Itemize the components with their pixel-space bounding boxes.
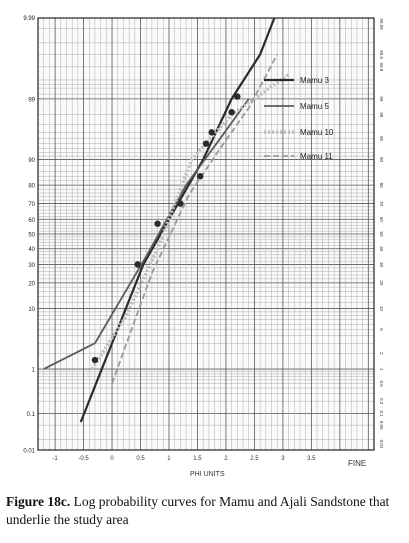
- right-tick-label: 20: [379, 280, 384, 286]
- data-point: [92, 357, 98, 363]
- y-tick-label: 10: [28, 306, 35, 313]
- figure-caption-text: Log probability curves for Mamu and Ajali Sandstone that underlie the study area: [6, 494, 390, 527]
- right-tick-label: 0.2: [379, 398, 384, 405]
- y-tick-labels: [23, 16, 35, 455]
- right-tick-label: 0.01: [379, 439, 384, 449]
- right-tick-label: 98: [379, 112, 384, 118]
- right-tick-label: 1: [379, 367, 384, 371]
- legend-label: Mamu 3: [300, 76, 329, 85]
- data-point: [177, 200, 183, 206]
- x-tick-label: 2.5: [250, 456, 259, 462]
- data-point: [134, 261, 140, 267]
- data-point: [197, 173, 203, 179]
- x-tick-labels: [52, 456, 316, 462]
- x-tick-label: -1: [52, 456, 58, 462]
- right-tick-label: 99.99: [379, 18, 384, 30]
- right-tick-label: 50: [379, 231, 384, 237]
- right-tick-label: 2: [379, 352, 384, 355]
- x-axis-label: PHI UNITS: [190, 471, 225, 478]
- right-tick-label: 10: [379, 305, 384, 311]
- right-tick-label: 0.05: [379, 420, 384, 430]
- x-tick-label: 1.5: [193, 456, 202, 462]
- right-tick-label: 99.9: [379, 50, 384, 59]
- right-tick-label: 70: [379, 201, 384, 207]
- y-tick-label: 20: [28, 281, 35, 288]
- right-tick-label: 30: [379, 261, 384, 267]
- y-tick-label: 99: [28, 97, 35, 104]
- legend-label: Mamu 10: [300, 128, 334, 137]
- x-tick-label: 0.5: [136, 456, 145, 462]
- x-tick-label: 0: [110, 456, 114, 462]
- y-tick-label: 0.01: [23, 448, 35, 455]
- y-tick-label: 50: [28, 232, 35, 239]
- data-point: [208, 129, 214, 135]
- x-tick-label: 2: [224, 456, 228, 462]
- right-tick-labels: [379, 18, 384, 449]
- data-point: [234, 93, 240, 99]
- right-tick-label: 0.1: [379, 410, 384, 417]
- x-tick-label: 3.5: [307, 456, 316, 462]
- legend-label: Mamu 5: [300, 102, 329, 111]
- legend-label: Mamu 11: [300, 152, 333, 161]
- y-tick-label: 0.1: [26, 411, 35, 418]
- y-tick-label: 30: [28, 262, 35, 269]
- y-tick-label: 70: [28, 202, 35, 209]
- right-tick-label: 99: [379, 96, 384, 102]
- y-tick-label: 1: [31, 367, 35, 374]
- right-tick-label: 40: [379, 246, 384, 252]
- x-tick-label: -0.5: [78, 456, 89, 462]
- y-tick-label: 80: [28, 183, 35, 190]
- data-point: [154, 221, 160, 227]
- right-tick-label: 0.5: [379, 380, 384, 387]
- y-tick-label: 9.99: [23, 16, 35, 22]
- y-tick-label: 90: [28, 158, 35, 165]
- figure-caption: [6, 493, 406, 529]
- right-tick-label: 95: [379, 135, 384, 141]
- y-tick-label: 40: [28, 247, 35, 254]
- x-tick-label: 1: [167, 456, 171, 462]
- x-tick-label: 3: [281, 456, 285, 462]
- data-point: [203, 140, 209, 146]
- right-tick-label: 60: [379, 216, 384, 222]
- right-tick-label: 90: [379, 157, 384, 163]
- right-tick-label: 99.8: [379, 62, 384, 72]
- y-tick-label: 60: [28, 217, 35, 224]
- figure-caption-label: Figure 18c.: [6, 494, 71, 509]
- right-tick-label: 5: [379, 328, 384, 331]
- right-tick-label: 80: [379, 182, 384, 188]
- data-point: [228, 109, 234, 115]
- x-axis-end-label: FINE: [348, 459, 367, 468]
